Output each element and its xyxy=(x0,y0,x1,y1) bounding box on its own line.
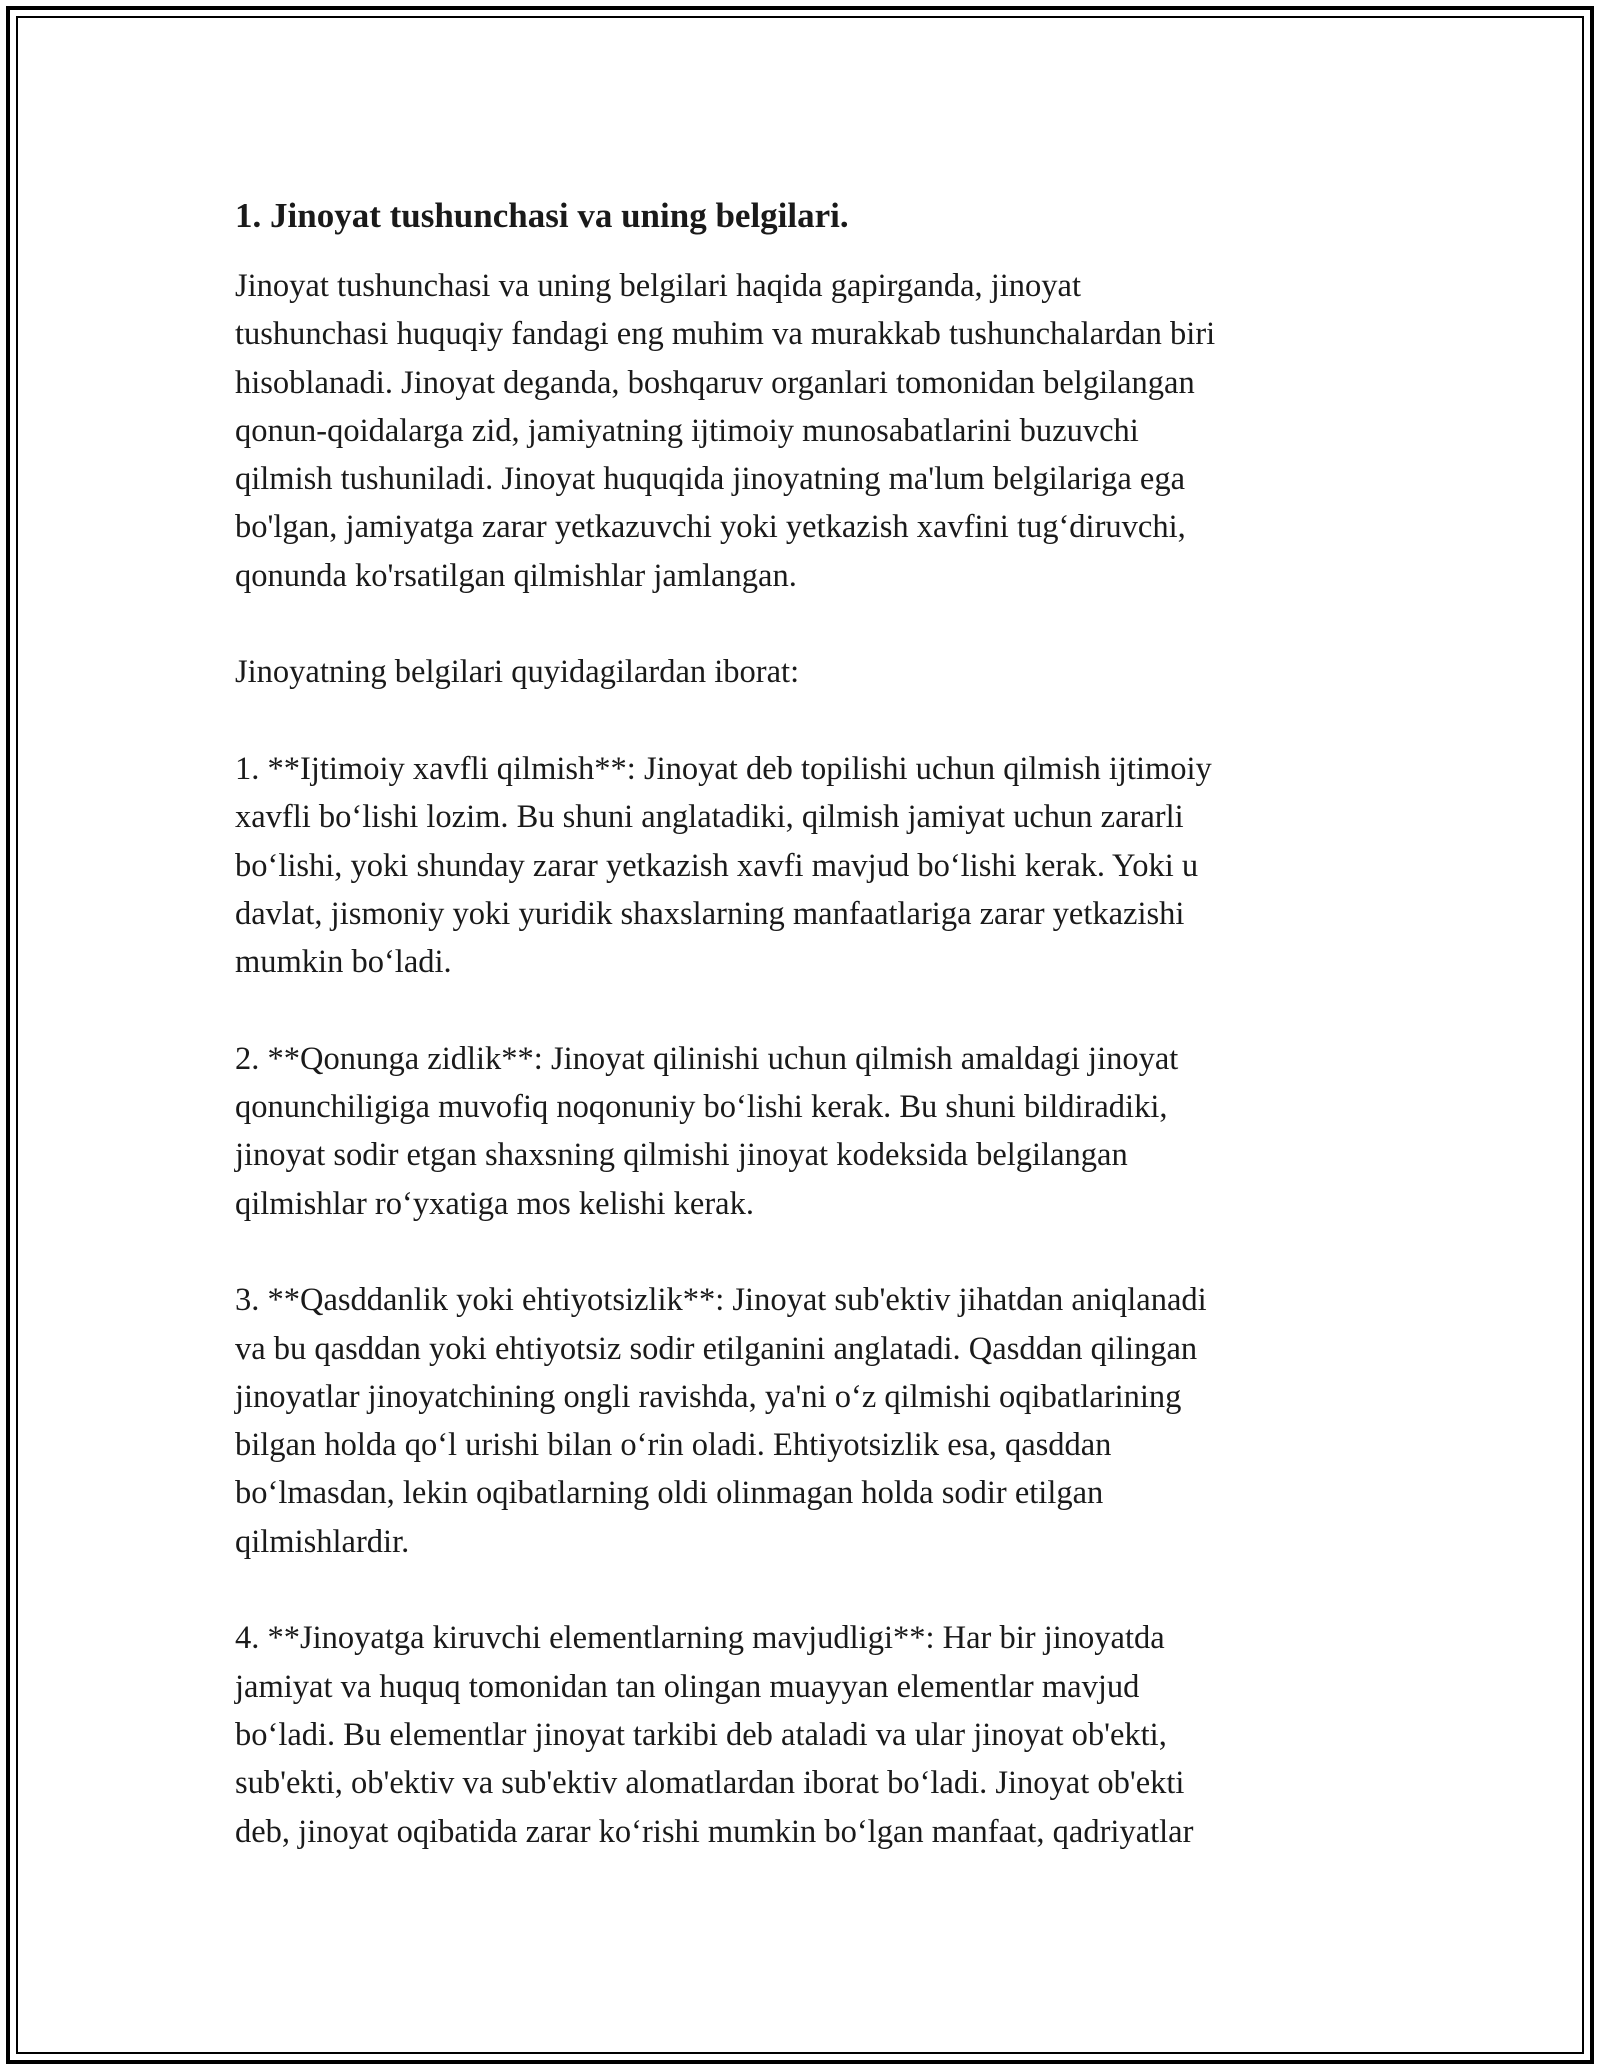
paragraph-intro xyxy=(235,262,1385,600)
text-line: xavfli bo‘lishi lozim. Bu shuni anglatadiki, qilmish jamiyat uchun zararli xyxy=(235,799,1184,836)
text-line: 4. **Jinoyatga kiruvchi elementlarning mavjudligi**: Har bir jinoyatda xyxy=(235,1620,1165,1657)
text-line: davlat, jismoniy yoki yuridik shaxslarning manfaatlariga zarar yetkazishi xyxy=(235,895,1185,932)
paragraph-item-3 xyxy=(235,1276,1385,1566)
paragraph-item-4 xyxy=(235,1614,1385,1855)
text-line: tushunchasi huquqiy fandagi eng muhim va murakkab tushunchalardan biri xyxy=(235,316,1216,353)
text-line: qonun-qoidalarga zid, jamiyatning ijtimoiy munosabatlarini buzuvchi xyxy=(235,412,1139,449)
text-line: 3. **Qasddanlik yoki ehtiyotsizlik**: Jinoyat sub'ektiv jihatdan aniqlanadi xyxy=(235,1282,1207,1319)
text-line: hisoblanadi. Jinoyat deganda, boshqaruv organlari tomonidan belgilangan xyxy=(235,364,1195,401)
paragraph-item-1 xyxy=(235,745,1385,986)
text-line: qonunchiligiga muvofiq noqonuniy bo‘lishi kerak. Bu shuni bildiradiki, xyxy=(235,1089,1168,1126)
text-line: 2. **Qonunga zidlik**: Jinoyat qilinishi uchun qilmish amaldagi jinoyat xyxy=(235,1040,1179,1077)
text-line: va bu qasddan yoki ehtiyotsiz sodir etilganini anglatadi. Qasddan qilingan xyxy=(235,1330,1198,1367)
text-line: bo‘ladi. Bu elementlar jinoyat tarkibi deb ataladi va ular jinoyat ob'ekti, xyxy=(235,1716,1167,1753)
text-line: mumkin bo‘ladi. xyxy=(235,944,452,981)
text-line: jinoyatlar jinoyatchining ongli ravishda, ya'ni o‘z qilmishi oqibatlarining xyxy=(235,1378,1182,1415)
text-line: bo‘lmasdan, lekin oqibatlarning oldi olinmagan holda sodir etilgan xyxy=(235,1475,1104,1512)
text-line: Jinoyat tushunchasi va uning belgilari haqida gapirganda, jinoyat xyxy=(235,268,1082,304)
text-line: jamiyat va huquq tomonidan tan olingan muayyan elementlar mavjud xyxy=(235,1668,1140,1705)
paragraph-list-heading xyxy=(235,648,1385,696)
text-line: deb, jinoyat oqibatida zarar ko‘rishi mumkin bo‘lgan manfaat, qadriyatlar xyxy=(235,1813,1194,1850)
text-line: qilmishlardir. xyxy=(235,1523,410,1560)
text-line: sub'ekti, ob'ektiv va sub'ektiv alomatlardan iborat bo‘ladi. Jinoyat ob'ekti xyxy=(235,1765,1185,1802)
text-line: bo'lgan, jamiyatga zarar yetkazuvchi yoki yetkazish xavfini tug‘diruvchi, xyxy=(235,509,1186,546)
text-line: Jinoyatning belgilari quyidagilardan iborat: xyxy=(235,654,800,691)
text-line: qilmishlar ro‘yxatiga mos kelishi kerak. xyxy=(235,1185,754,1222)
text-line: 1. **Ijtimoiy xavfli qilmish**: Jinoyat deb topilishi uchun qilmish ijtimoiy xyxy=(235,750,1212,787)
document-title: 1. Jinoyat tushunchasi va uning belgilari. xyxy=(235,196,849,235)
document-content xyxy=(235,190,1385,1904)
text-line: qonunda ko'rsatilgan qilmishlar jamlangan. xyxy=(235,557,797,594)
text-line: bo‘lishi, yoki shunday zarar yetkazish xavfi mavjud bo‘lishi kerak. Yoki u xyxy=(235,847,1199,884)
text-line: qilmish tushuniladi. Jinoyat huquqida jinoyatning ma'lum belgilariga ega xyxy=(235,461,1186,498)
text-line: jinoyat sodir etgan shaxsning qilmishi jinoyat kodeksida belgilangan xyxy=(235,1137,1128,1174)
text-line: bilgan holda qo‘l urishi bilan o‘rin oladi. Ehtiyotsizlik esa, qasddan xyxy=(235,1427,1112,1464)
paragraph-item-2 xyxy=(235,1035,1385,1228)
